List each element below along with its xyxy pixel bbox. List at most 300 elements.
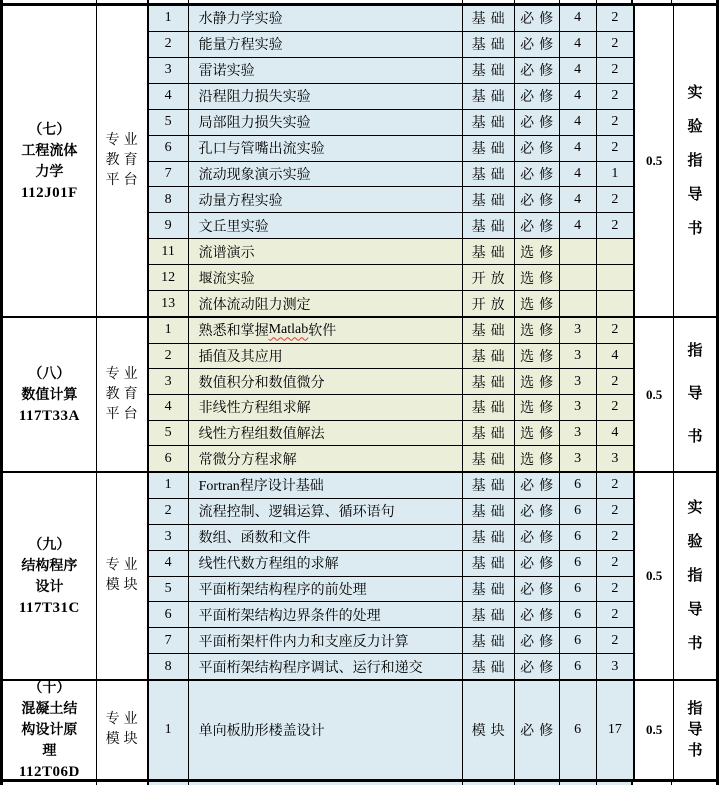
manual-char: 指 xyxy=(687,567,703,584)
sessions-cell: 2 xyxy=(597,499,634,524)
requirement-cell xyxy=(515,499,560,524)
level-text: 基础 xyxy=(471,64,510,80)
table-row xyxy=(149,31,634,57)
hours-cell: 6 xyxy=(560,681,597,779)
sessions-cell: 17 xyxy=(597,681,634,779)
hours-cell: 6 xyxy=(560,525,597,550)
row-index-cell: 13 xyxy=(149,291,189,316)
level-cell xyxy=(463,6,515,31)
table-row xyxy=(149,109,634,135)
requirement-cell xyxy=(515,6,560,31)
level-cell xyxy=(463,136,515,161)
sliver-cell xyxy=(515,782,560,785)
requirement-cell xyxy=(515,162,560,187)
manual-char: 导 xyxy=(687,721,703,738)
manual-char: 验 xyxy=(687,533,703,550)
requirement-cell xyxy=(515,344,560,369)
sessions-cell xyxy=(597,239,634,264)
course-title-line: （七） xyxy=(28,120,71,137)
requirement-cell xyxy=(515,421,560,446)
platform-line: 平台 xyxy=(105,173,142,188)
level-cell xyxy=(463,473,515,498)
table-row xyxy=(149,524,634,550)
table-row xyxy=(149,681,634,779)
requirement-text: 选修 xyxy=(520,401,559,417)
row-index-cell: 7 xyxy=(149,628,189,653)
experiment-name-cell: 流程控制、逻辑运算、循环语句 xyxy=(189,499,463,524)
sessions-cell: 2 xyxy=(597,84,634,109)
requirement-cell xyxy=(515,551,560,576)
requirement-text: 必修 xyxy=(520,12,559,28)
sliver-cell xyxy=(463,782,515,785)
hours-cell: 6 xyxy=(560,551,597,576)
requirement-text: 必修 xyxy=(520,38,559,54)
sessions-cell: 1 xyxy=(597,162,634,187)
course-section xyxy=(3,316,716,471)
requirement-cell xyxy=(515,602,560,627)
requirement-text: 必修 xyxy=(520,608,559,624)
row-index-cell: 8 xyxy=(149,187,189,212)
row-index-cell: 12 xyxy=(149,265,189,290)
platform-cell xyxy=(97,6,149,316)
platform-line: 模块 xyxy=(105,732,142,747)
experiment-name-cell: 流谱演示 xyxy=(189,239,463,264)
experiment-name-cell: 流动现象演示实验 xyxy=(189,162,463,187)
experiment-rows xyxy=(149,681,636,779)
manual-char: 导 xyxy=(687,386,703,402)
sessions-cell: 2 xyxy=(597,602,634,627)
table-row xyxy=(149,394,634,420)
table-row xyxy=(149,576,634,602)
requirement-text: 必修 xyxy=(520,142,559,158)
course-section xyxy=(3,471,716,679)
sessions-cell xyxy=(597,291,634,316)
requirement-cell xyxy=(515,525,560,550)
manual-cell xyxy=(674,6,716,316)
course-title-line: 工程流体 xyxy=(21,141,78,158)
sessions-cell: 2 xyxy=(597,525,634,550)
requirement-text: 选修 xyxy=(520,297,559,313)
manual-char: 实 xyxy=(687,84,703,101)
manual-cell xyxy=(674,318,716,471)
requirement-text: 选修 xyxy=(520,452,559,468)
platform-cell xyxy=(97,681,149,779)
course-title-line: 混凝土结 xyxy=(21,700,78,716)
sliver-cell xyxy=(97,782,149,785)
hours-cell xyxy=(560,265,597,290)
manual-char: 验 xyxy=(687,118,703,135)
requirement-text: 必修 xyxy=(520,479,559,495)
sessions-cell: 3 xyxy=(597,654,634,679)
table-row xyxy=(149,343,634,369)
experiment-name-cell: 非线性方程组求解 xyxy=(189,395,463,420)
table-row xyxy=(149,473,634,498)
row-index-cell: 2 xyxy=(149,344,189,369)
level-text: 基础 xyxy=(471,38,510,54)
experiment-name-cell: 水静力学实验 xyxy=(189,6,463,31)
manual-char: 书 xyxy=(687,220,703,237)
hours-cell: 3 xyxy=(560,421,597,446)
requirement-text: 必修 xyxy=(520,116,559,132)
experiment-name-cell: 数值积分和数值微分 xyxy=(189,369,463,394)
table-row xyxy=(149,83,634,109)
row-index-cell: 5 xyxy=(149,577,189,602)
requirement-text: 必修 xyxy=(520,193,559,209)
requirement-text: 必修 xyxy=(520,724,559,739)
hours-cell: 4 xyxy=(560,213,597,238)
level-cell xyxy=(463,654,515,679)
row-index-cell: 2 xyxy=(149,32,189,57)
course-title-line: 理 xyxy=(42,742,57,758)
sessions-cell: 2 xyxy=(597,473,634,498)
platform-line: 专业 xyxy=(105,366,142,382)
course-title-line: 构设计原 xyxy=(21,721,78,737)
table-row xyxy=(149,186,634,212)
level-text: 基础 xyxy=(471,324,510,340)
table-row xyxy=(149,135,634,161)
requirement-text: 选修 xyxy=(520,271,559,287)
level-text: 模块 xyxy=(471,724,510,739)
sessions-cell: 2 xyxy=(597,110,634,135)
sessions-cell: 2 xyxy=(597,395,634,420)
platform-line: 专业 xyxy=(105,558,142,573)
requirement-text: 必修 xyxy=(520,64,559,80)
sessions-cell: 3 xyxy=(597,446,634,471)
experiment-name-cell: 数组、函数和文件 xyxy=(189,525,463,550)
requirement-cell xyxy=(515,265,560,290)
hours-cell: 6 xyxy=(560,499,597,524)
manual-char: 实 xyxy=(687,499,703,516)
requirement-text: 必修 xyxy=(520,505,559,521)
sessions-cell: 2 xyxy=(597,213,634,238)
level-text: 基础 xyxy=(471,401,510,417)
row-index-cell: 7 xyxy=(149,162,189,187)
experiment-rows xyxy=(149,473,636,679)
level-text: 基础 xyxy=(471,375,510,391)
level-text: 基础 xyxy=(471,452,510,468)
requirement-cell xyxy=(515,32,560,57)
manual-char: 书 xyxy=(687,635,703,652)
sliver-cell xyxy=(149,782,189,785)
level-text: 基础 xyxy=(471,634,510,650)
course-cell xyxy=(3,473,97,679)
experiment-name-cell: 孔口与管嘴出流实验 xyxy=(189,136,463,161)
row-index-cell: 6 xyxy=(149,136,189,161)
course-code: 117T31C xyxy=(18,599,80,616)
manual-char: 书 xyxy=(687,742,703,759)
level-cell xyxy=(463,318,515,343)
table-row xyxy=(149,318,634,343)
experiment-name-cell: 线性方程组数值解法 xyxy=(189,421,463,446)
hours-cell: 6 xyxy=(560,577,597,602)
level-text: 基础 xyxy=(471,245,510,261)
level-cell xyxy=(463,395,515,420)
requirement-cell xyxy=(515,628,560,653)
requirement-cell xyxy=(515,187,560,212)
requirement-cell xyxy=(515,369,560,394)
sliver-cell xyxy=(97,0,149,3)
sliver-cell xyxy=(672,0,714,3)
hours-cell: 6 xyxy=(560,654,597,679)
sliver-cell xyxy=(560,782,597,785)
course-title-line: 数值计算 xyxy=(21,385,78,402)
sessions-cell: 2 xyxy=(597,577,634,602)
row-index-cell: 3 xyxy=(149,369,189,394)
sliver-cell xyxy=(463,0,515,3)
course-cell xyxy=(3,6,97,316)
row-index-cell: 4 xyxy=(149,551,189,576)
manual-cell xyxy=(674,681,716,779)
requirement-cell xyxy=(515,473,560,498)
requirement-cell xyxy=(515,318,560,343)
experiment-name-cell: 沿程阻力损失实验 xyxy=(189,84,463,109)
level-cell xyxy=(463,551,515,576)
credit-cell: 0.5 xyxy=(635,473,674,679)
table-row xyxy=(149,57,634,83)
level-cell xyxy=(463,291,515,316)
level-text: 开放 xyxy=(471,271,510,287)
sessions-cell: 2 xyxy=(597,187,634,212)
wavy-underline-text: Matlab xyxy=(268,322,309,338)
experiment-name-cell: 能量方程实验 xyxy=(189,32,463,57)
sessions-cell: 2 xyxy=(597,32,634,57)
row-index-cell: 1 xyxy=(149,473,189,498)
row-index-cell: 9 xyxy=(149,213,189,238)
table-row xyxy=(149,445,634,471)
hours-cell: 4 xyxy=(560,32,597,57)
course-section xyxy=(3,679,716,779)
course-title-line: 结构程序 xyxy=(21,556,78,573)
level-cell xyxy=(463,446,515,471)
row-index-cell: 4 xyxy=(149,84,189,109)
course-cell xyxy=(3,681,97,779)
level-cell xyxy=(463,110,515,135)
level-cell xyxy=(463,58,515,83)
level-cell xyxy=(463,525,515,550)
course-section xyxy=(3,6,716,316)
hours-cell: 6 xyxy=(560,602,597,627)
level-cell xyxy=(463,213,515,238)
table-row xyxy=(149,368,634,394)
table-bottom-edge-sliver xyxy=(0,782,719,785)
row-index-cell: 5 xyxy=(149,110,189,135)
course-code: 112T06D xyxy=(18,764,80,780)
requirement-cell xyxy=(515,110,560,135)
level-cell xyxy=(463,681,515,779)
manual-char: 指 xyxy=(687,343,703,359)
sliver-cell xyxy=(515,0,560,3)
experiment-name-cell: 常微分方程求解 xyxy=(189,446,463,471)
experiment-name-text: 软件 xyxy=(308,324,337,340)
requirement-text: 必修 xyxy=(520,167,559,183)
requirement-cell xyxy=(515,291,560,316)
hours-cell xyxy=(560,291,597,316)
hours-cell: 4 xyxy=(560,58,597,83)
level-text: 基础 xyxy=(471,219,510,235)
sessions-cell: 2 xyxy=(597,136,634,161)
table-row xyxy=(149,161,634,187)
sessions-cell: 4 xyxy=(597,421,634,446)
requirement-cell xyxy=(515,84,560,109)
row-index-cell: 6 xyxy=(149,602,189,627)
level-cell xyxy=(463,162,515,187)
manual-char: 导 xyxy=(687,601,703,618)
table-row xyxy=(149,653,634,679)
experiment-name-cell: Fortran程序设计基础 xyxy=(189,473,463,498)
course-title-line: （八） xyxy=(28,364,71,381)
requirement-cell xyxy=(515,577,560,602)
sessions-cell: 2 xyxy=(597,551,634,576)
sliver-cell xyxy=(633,782,672,785)
requirement-text: 必修 xyxy=(520,557,559,573)
sliver-cell xyxy=(189,782,463,785)
platform-line: 教育 xyxy=(105,153,142,168)
table-top-edge-sliver xyxy=(0,0,719,3)
platform-line: 专业 xyxy=(105,712,142,727)
requirement-cell xyxy=(515,136,560,161)
hours-cell: 4 xyxy=(560,162,597,187)
requirement-text: 选修 xyxy=(520,350,559,365)
sliver-cell xyxy=(189,0,463,3)
sessions-cell xyxy=(597,265,634,290)
requirement-text: 选修 xyxy=(520,427,559,443)
credit-cell: 0.5 xyxy=(635,6,674,316)
level-text: 基础 xyxy=(471,660,510,676)
table-row xyxy=(149,498,634,524)
level-cell xyxy=(463,344,515,369)
level-cell xyxy=(463,602,515,627)
course-title-line: （十） xyxy=(28,679,71,695)
credit-cell: 0.5 xyxy=(635,681,674,779)
table-row xyxy=(149,6,634,31)
sliver-cell xyxy=(3,782,97,785)
level-text: 基础 xyxy=(471,116,510,132)
table-row xyxy=(149,601,634,627)
requirement-text: 必修 xyxy=(520,531,559,547)
requirement-cell xyxy=(515,681,560,779)
level-text: 基础 xyxy=(471,557,510,573)
requirement-cell xyxy=(515,446,560,471)
requirement-text: 必修 xyxy=(520,582,559,598)
platform-line: 专业 xyxy=(105,133,142,148)
row-index-cell: 5 xyxy=(149,421,189,446)
level-cell xyxy=(463,187,515,212)
requirement-cell xyxy=(515,213,560,238)
course-title-line: （九） xyxy=(28,535,71,552)
hours-cell: 3 xyxy=(560,318,597,343)
requirement-text: 必修 xyxy=(520,634,559,650)
experiment-name-text: 熟悉和掌握 xyxy=(198,324,269,340)
requirement-cell xyxy=(515,395,560,420)
sessions-cell: 2 xyxy=(597,58,634,83)
experiment-name-cell: 单向板肋形楼盖设计 xyxy=(189,681,463,779)
level-text: 基础 xyxy=(471,193,510,209)
platform-line: 模块 xyxy=(105,578,142,593)
row-index-cell: 4 xyxy=(149,395,189,420)
requirement-cell xyxy=(515,58,560,83)
manual-char: 书 xyxy=(687,429,703,445)
course-code: 117T33A xyxy=(18,407,80,424)
level-text: 基础 xyxy=(471,142,510,158)
row-index-cell: 1 xyxy=(149,6,189,31)
row-index-cell: 11 xyxy=(149,239,189,264)
hours-cell: 4 xyxy=(560,84,597,109)
hours-cell: 3 xyxy=(560,344,597,369)
platform-cell xyxy=(97,473,149,679)
table-row xyxy=(149,627,634,653)
sliver-cell xyxy=(672,782,714,785)
experiment-name-cell: 文丘里实验 xyxy=(189,213,463,238)
hours-cell xyxy=(560,239,597,264)
manual-char: 指 xyxy=(687,152,703,169)
row-index-cell: 1 xyxy=(149,318,189,343)
level-cell xyxy=(463,265,515,290)
manual-cell xyxy=(674,473,716,679)
experiment-name-cell: 线性代数方程组的求解 xyxy=(189,551,463,576)
level-text: 基础 xyxy=(471,90,510,106)
sliver-cell xyxy=(597,782,633,785)
sliver-cell xyxy=(3,0,97,3)
requirement-text: 选修 xyxy=(520,375,559,391)
level-text: 基础 xyxy=(471,350,510,365)
sessions-cell: 2 xyxy=(597,318,634,343)
experiment-name-cell: 动量方程实验 xyxy=(189,187,463,212)
requirement-text: 选修 xyxy=(520,324,559,340)
sessions-cell: 2 xyxy=(597,628,634,653)
hours-cell: 4 xyxy=(560,110,597,135)
platform-cell xyxy=(97,318,149,471)
sliver-cell xyxy=(633,0,672,3)
experiment-name-cell: 平面桁架结构边界条件的处理 xyxy=(189,602,463,627)
requirement-cell xyxy=(515,654,560,679)
level-text: 基础 xyxy=(471,608,510,624)
level-cell xyxy=(463,84,515,109)
sessions-cell: 2 xyxy=(597,369,634,394)
experiment-rows xyxy=(149,318,636,471)
hours-cell: 3 xyxy=(560,369,597,394)
row-index-cell: 8 xyxy=(149,654,189,679)
level-cell xyxy=(463,421,515,446)
experiment-name-cell: 雷诺实验 xyxy=(189,58,463,83)
level-text: 开放 xyxy=(471,297,510,313)
hours-cell: 6 xyxy=(560,473,597,498)
requirement-cell xyxy=(515,239,560,264)
row-index-cell: 6 xyxy=(149,446,189,471)
course-code: 112J01F xyxy=(20,184,78,201)
experiment-name-cell: 堰流实验 xyxy=(189,265,463,290)
platform-line: 平台 xyxy=(105,406,142,422)
row-index-cell: 3 xyxy=(149,58,189,83)
sessions-cell: 4 xyxy=(597,344,634,369)
requirement-text: 必修 xyxy=(520,219,559,235)
level-cell xyxy=(463,577,515,602)
hours-cell: 4 xyxy=(560,187,597,212)
hours-cell: 4 xyxy=(560,6,597,31)
hours-cell: 3 xyxy=(560,446,597,471)
requirement-text: 必修 xyxy=(520,90,559,106)
level-text: 基础 xyxy=(471,479,510,495)
requirement-text: 选修 xyxy=(520,245,559,261)
row-index-cell: 1 xyxy=(149,681,189,779)
sliver-cell xyxy=(149,0,189,3)
experiment-name-cell: 流体流动阻力测定 xyxy=(189,291,463,316)
experiment-name-cell xyxy=(189,318,463,343)
sessions-cell: 2 xyxy=(597,6,634,31)
level-text: 基础 xyxy=(471,582,510,598)
level-cell xyxy=(463,369,515,394)
level-text: 基础 xyxy=(471,427,510,443)
experiment-name-cell: 平面桁架杆件内力和支座反力计算 xyxy=(189,628,463,653)
